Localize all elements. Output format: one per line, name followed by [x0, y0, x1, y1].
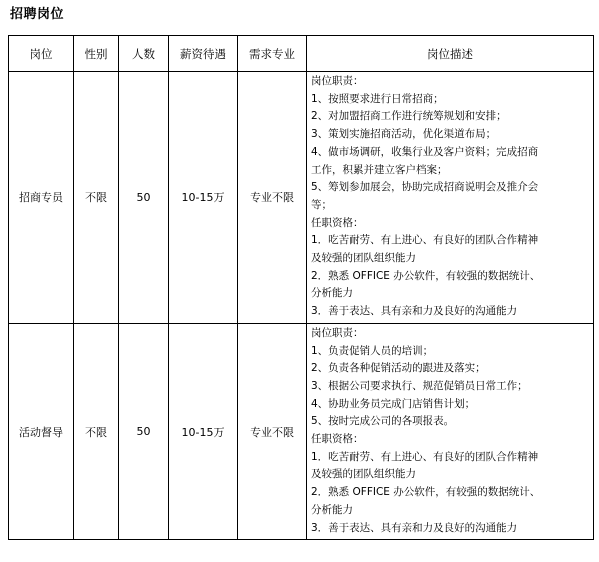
header-salary: 薪资待遇 — [169, 36, 238, 72]
description-line: 1、按照要求进行日常招商； — [311, 92, 444, 105]
description-line: 4、协助业务员完成门店销售计划； — [311, 397, 476, 410]
description-line: 3．善于表达、具有亲和力及良好的沟通能力 — [311, 521, 518, 534]
description-line: 分析能力 — [311, 503, 353, 516]
description-line: 1．吃苦耐劳、有上进心、有良好的团队合作精神 — [311, 450, 539, 463]
description-line: 等； — [311, 198, 332, 211]
header-description: 岗位描述 — [307, 36, 594, 72]
cell-count: 50 — [119, 323, 169, 539]
description-line: 任职资格： — [311, 216, 364, 229]
description-line: 5、筹划参加展会，协助完成招商说明会及推介会 — [311, 181, 539, 194]
description-line: 及较强的团队组织能力 — [311, 252, 416, 265]
description-line: 3、根据公司要求执行、规范促销员日常工作； — [311, 379, 528, 392]
description-line: 任职资格： — [311, 433, 364, 446]
table-row — [9, 323, 594, 539]
description-line: 2．熟悉 OFFICE 办公软件，有较强的数据统计、 — [311, 269, 541, 282]
cell-major: 专业不限 — [238, 72, 307, 324]
table-header-row — [9, 36, 594, 72]
header-position: 岗位 — [9, 36, 74, 72]
description-line: 2、负责各种促销活动的跟进及落实； — [311, 362, 486, 375]
description-line: 岗位职责： — [311, 75, 364, 87]
cell-description — [307, 72, 594, 324]
cell-gender: 不限 — [74, 72, 119, 324]
page-title: 招聘岗位 — [10, 7, 65, 22]
cell-salary: 10-15万 — [169, 323, 238, 539]
description-line: 3．善于表达、具有亲和力及良好的沟通能力 — [311, 305, 518, 318]
description-line: 1、负责促销人员的培训； — [311, 344, 434, 357]
description-line: 4、做市场调研，收集行业及客户资料；完成招商 — [311, 145, 539, 158]
description-line: 2、对加盟招商工作进行统筹规划和安排； — [311, 110, 507, 123]
cell-salary: 10-15万 — [169, 72, 238, 324]
description-line: 1．吃苦耐劳、有上进心、有良好的团队合作精神 — [311, 234, 539, 247]
cell-position: 活动督导 — [9, 323, 74, 539]
description-line: 5、按时完成公司的各项报表。 — [311, 415, 455, 428]
description-line: 及较强的团队组织能力 — [311, 468, 416, 481]
cell-description — [307, 323, 594, 539]
cell-position: 招商专员 — [9, 72, 74, 324]
table-row — [9, 72, 594, 324]
cell-gender: 不限 — [74, 323, 119, 539]
cell-major: 专业不限 — [238, 323, 307, 539]
description-line: 工作，积累并建立客户档案； — [311, 163, 448, 176]
description-line: 分析能力 — [311, 287, 353, 300]
header-count: 人数 — [119, 36, 169, 72]
description-line: 3、策划实施招商活动，优化渠道布局； — [311, 128, 497, 141]
header-major: 需求专业 — [238, 36, 307, 72]
job-table — [8, 35, 594, 540]
description-line: 2．熟悉 OFFICE 办公软件，有较强的数据统计、 — [311, 486, 541, 499]
description-line: 岗位职责： — [311, 326, 364, 339]
cell-count: 50 — [119, 72, 169, 324]
header-gender: 性别 — [74, 36, 119, 72]
